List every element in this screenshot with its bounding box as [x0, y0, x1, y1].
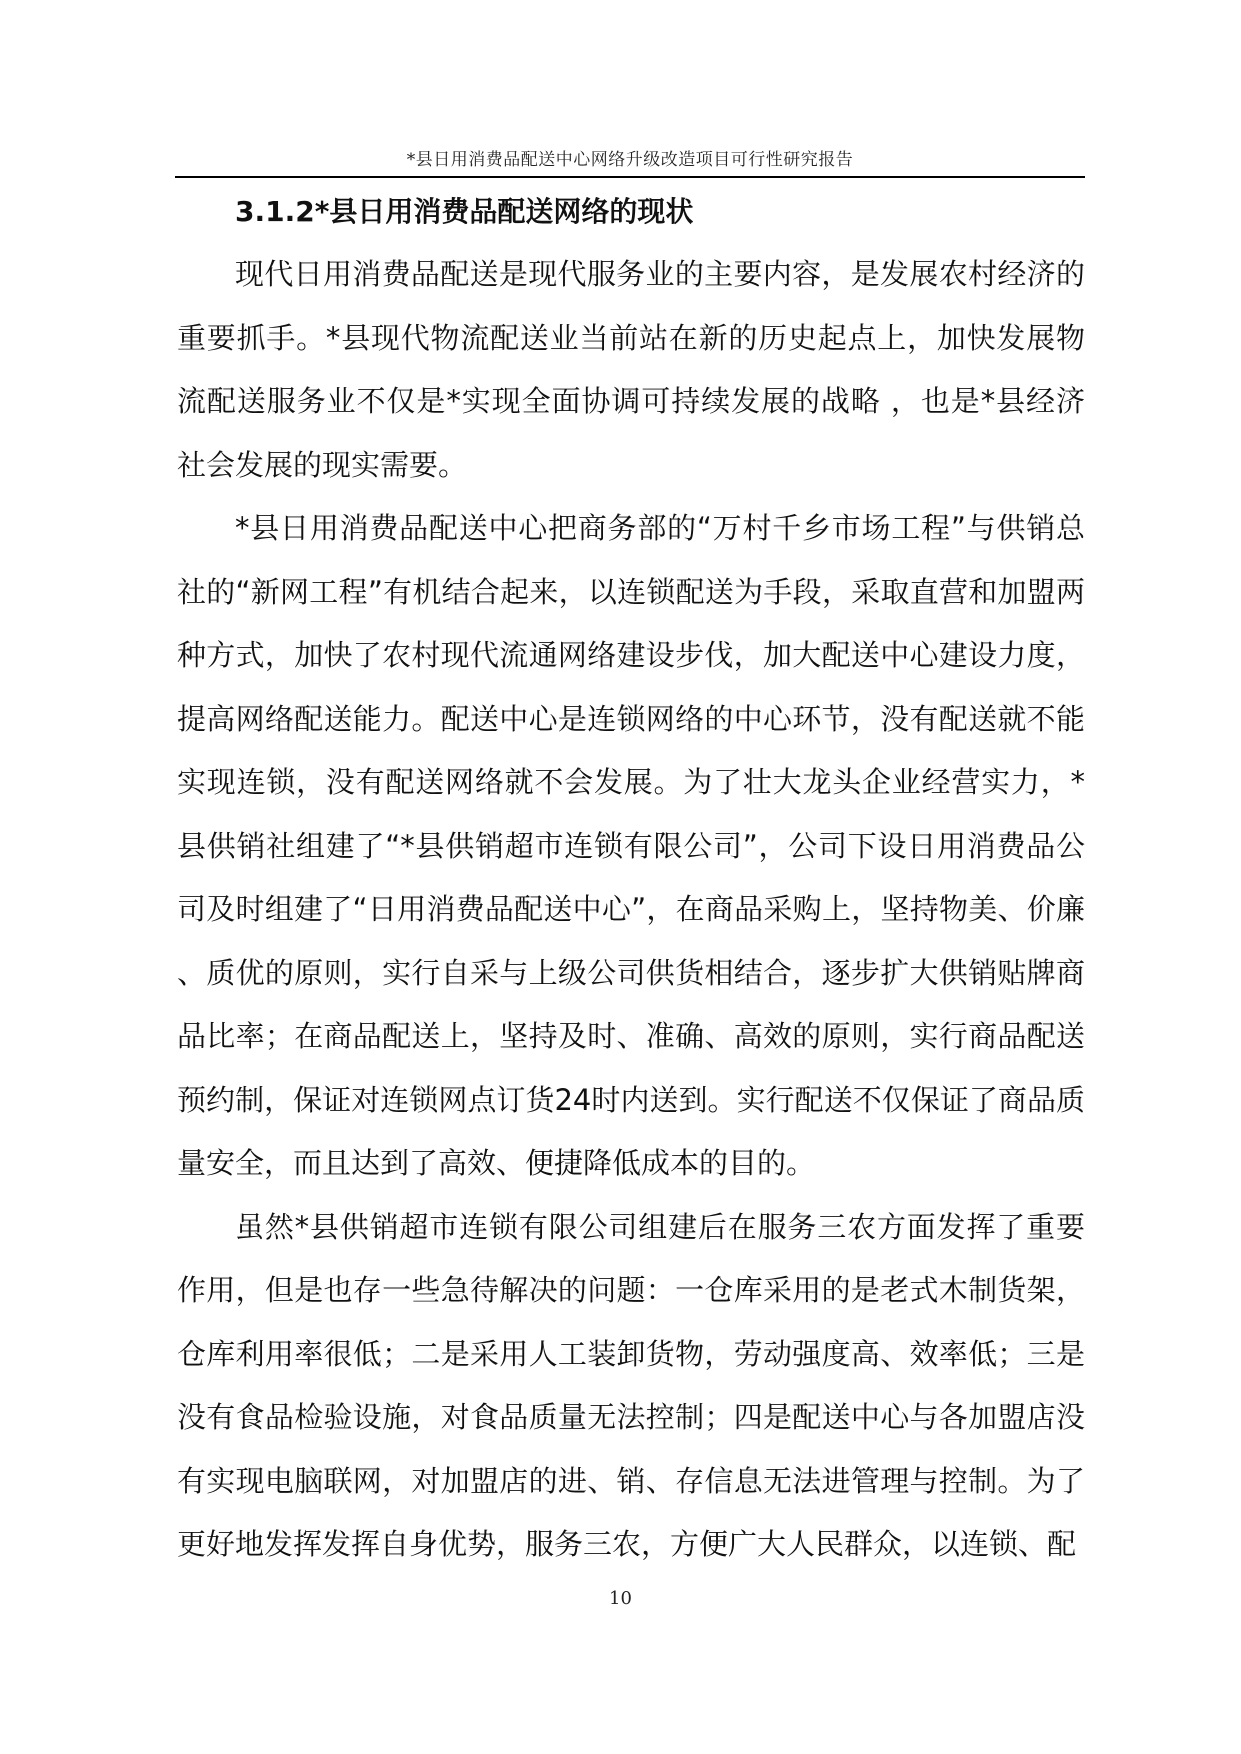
paragraph-distribution-center: *县日用消费品配送中心把商务部的“万村千乡市场工程”与供销总社的“新网工程”有机结合起来，以连锁配送为手段，采取直营和加盟两种方式，加快了农村现代流通网络建设步伐，加大配送中心建设力度，提高网络配送能力。配送中心是连锁网络的中心环节，没有配送就不能实现连锁，没有配送网络就不会发展。为了壮大龙头企业经营实力，*县供销社组建了“*县供销超市连锁有限公司”，公司下设日用消费品公司及时组建了“日用消费品配送中心”，在商品采购上，坚持物美、价廉、质优的原则，实行自采与上级公司供货相结合，逐步扩大供销贴牌商品比率；在商品配送上，坚持及时、准确、高效的原则，实行商品配送预约制，保证对连锁网点订货24时内送到。实行配送不仅保证了商品质量安全，而且达到了高效、便捷降低成本的目的。: [177, 511, 1085, 1180]
paragraph-intro: 现代日用消费品配送是现代服务业的主要内容，是发展农村经济的重要抓手。*县现代物流配送业当前站在新的历史起点上，加快发展物流配送服务业不仅是*实现全面协调可持续发展的战略 ，也是*县经济社会发展的现实需要。: [177, 257, 1085, 482]
header-divider: [175, 176, 1085, 178]
page-number: 10: [609, 1588, 632, 1609]
paragraph-problems: 虽然*县供销超市连锁有限公司组建后在服务三农方面发挥了重要作用，但是也存一些急待解决的问题：一仓库采用的是老式木制货架，仓库利用率很低；二是采用人工装卸货物，劳动强度高、效率低；三是没有食品检验设施，对食品质量无法控制；四是配送中心与各加盟店没有实现电脑联网，对加盟店的进、销、存信息无法进管理与控制。为了更好地发挥发挥自身优势，服务三农，方便广大人民群众，以连锁、配: [177, 1209, 1085, 1561]
document-body: [177, 243, 1085, 1577]
section-heading: 3.1.2*县日用消费品配送网络的现状: [235, 195, 694, 228]
page-header-title: *县日用消费品配送中心网络升级改造项目可行性研究报告: [406, 150, 854, 170]
